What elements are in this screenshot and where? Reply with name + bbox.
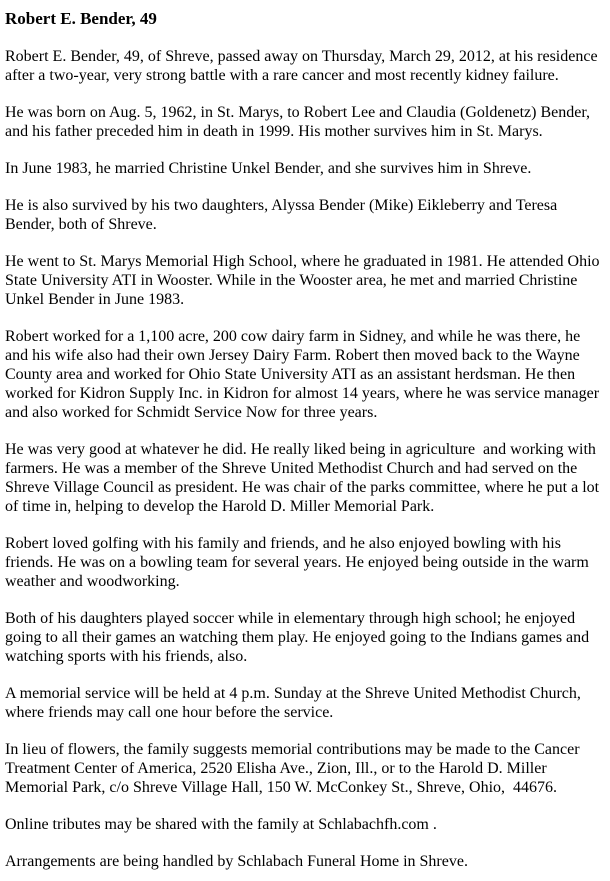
document-title: Robert E. Bender, 49 [5,9,157,28]
obituary-paragraph-hobbies: Robert loved golfing with his family and friends, and he also enjoyed bowling with his friends. He was on a bowling team for several years. He enjoyed being outside in the warm weather and woodworking. [5,535,593,590]
obituary-paragraph-marriage: In June 1983, he married Christine Unkel Bender, and she survives him in Shreve. [5,160,532,177]
obituary-paragraph-community: He was very good at whatever he did. He really liked being in agriculture and working with farmers. He was a member of the Shreve United Methodist Church and had served on the Shreve Village Council as president. He was chair of the parks committee, where he put a lot of time in, helping to develop the Harold D. Miller Memorial Park. [5,441,604,515]
obituary-paragraph-birth: He was born on Aug. 5, 1962, in St. Marys, to Robert Lee and Claudia (Goldenetz) Bender, and his father preceded him in death in 1999. His mother survives him in St. Marys. [5,104,595,140]
obituary-paragraph-arrangements: Arrangements are being handled by Schlabach Funeral Home in Shreve. [5,853,468,870]
obituary-paragraph-career: Robert worked for a 1,100 acre, 200 cow dairy farm in Sidney, and while he was there, he and his wife also had their own Jersey Dairy Farm. Robert then moved back to the Wayne County area and worked for Ohio State University ATI as an assistant herdsman. He then worked for Kidron Supply Inc. in Kidron for almost 14 years, where he was service manager and also worked for Schmidt Service Now for three years. [5,328,604,421]
obituary-paragraph-memorials: In lieu of flowers, the family suggests memorial contributions may be made to the Cancer Treatment Center of America, 2520 Elisha Ave., Zion, Ill., or to the Harold D. Miller Memorial Park, c/o Shreve Village Hall, 150 W. McConkey St., Shreve, Ohio, 44676. [5,741,584,796]
obituary-paragraph-family-life: Both of his daughters played soccer while in elementary through high school; he enjoyed going to all their games an watching them play. He enjoyed going to the Indians games and watching sports with his friends, also. [5,610,594,665]
obituary-paragraph-tributes: Online tributes may be shared with the family at Schlabachfh.com . [5,816,437,833]
obituary-paragraph-daughters: He is also survived by his two daughters, Alyssa Bender (Mike) Eikleberry and Teresa Bender, both of Shreve. [5,197,562,233]
obituary-paragraph-death-notice: Robert E. Bender, 49, of Shreve, passed away on Thursday, March 29, 2012, at his residence after a two-year, very strong battle with a rare cancer and most recently kidney failure. [5,48,602,84]
obituary-paragraph-service: A memorial service will be held at 4 p.m. Sunday at the Shreve United Methodist Church, where friends may call one hour before the service. [5,685,585,721]
obituary-paragraph-education: He went to St. Marys Memorial High School, where he graduated in 1981. He attended Ohio State University ATI in Wooster. While in the Wooster area, he met and married Christine Unkel Bender in June 1983. [5,253,604,308]
